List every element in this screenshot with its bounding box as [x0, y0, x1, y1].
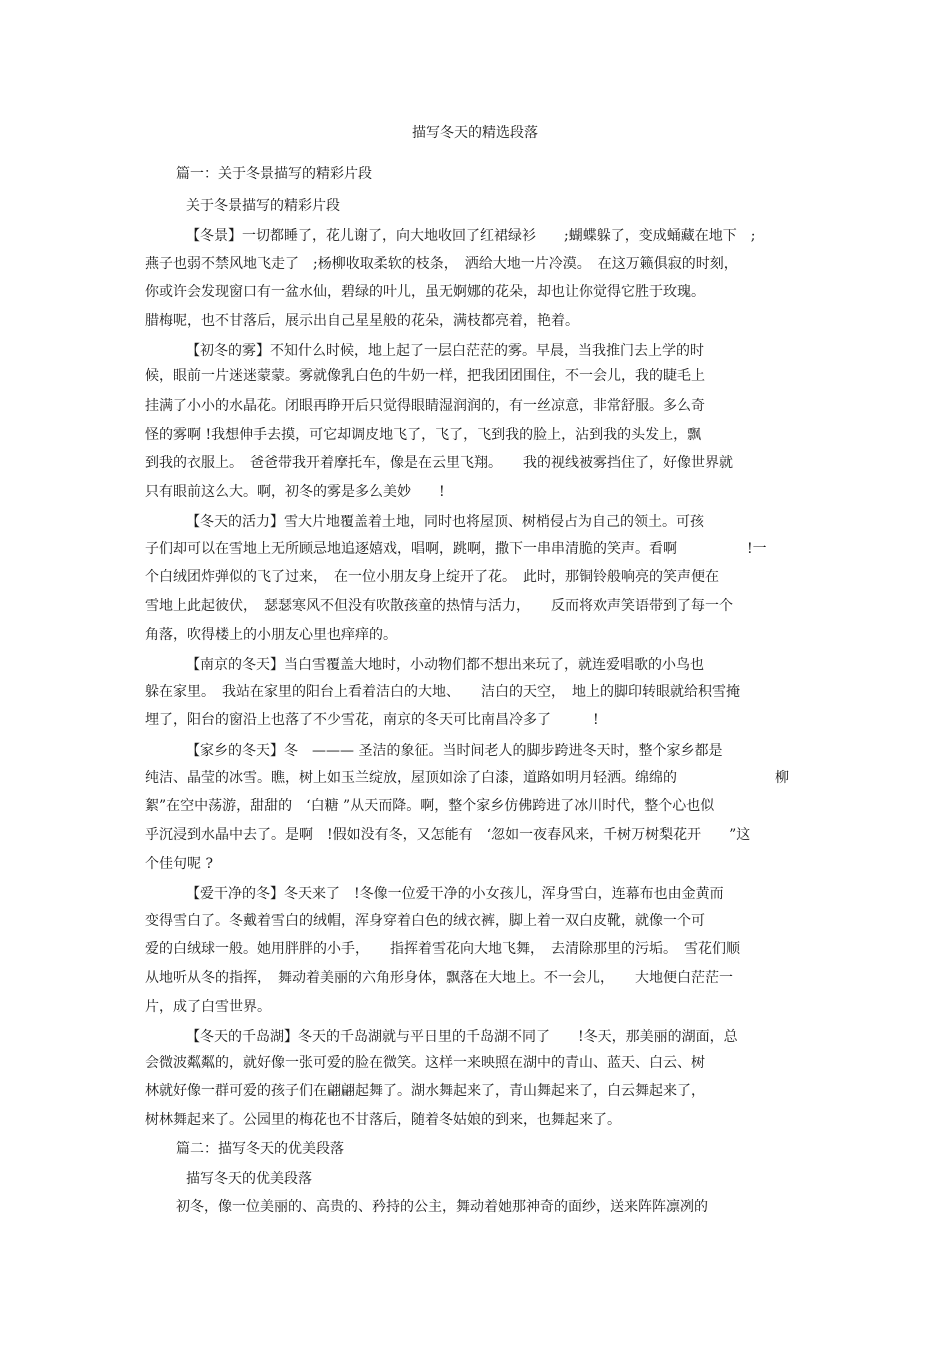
part1-subheading: 关于冬景描写的精彩片段: [186, 198, 340, 214]
paragraph-line: 树林舞起来了。公园里的梅花也不甘落后，随着冬姑娘的到来，也舞起来了。: [145, 1112, 621, 1128]
paragraph-line: 会微波粼粼的，就好像一张可爱的脸在微笑。这样一来映照在湖中的青山、蓝天、白云、树: [145, 1055, 705, 1071]
paragraph-line: 絮”在空中荡游，甜甜的 ‘白糖 ”从天而降。啊，整个家乡仿佛跨进了冰川时代，整个心也似: [145, 798, 715, 814]
paragraph-line: 变得雪白了。冬戴着雪白的绒帽，浑身穿着白色的绒衣裤，脚上着一双白皮靴，就像一个可: [145, 913, 705, 929]
paragraph-line: 爱的白绒球一般。她用胖胖的小手， 指挥着雪花向大地飞舞， 去清除那里的污垢。 雪花们顺: [145, 941, 740, 957]
paragraph-line: 【初冬的雾】不知什么时候，地上起了一层白茫茫的雾。早晨，当我推门去上学的时: [186, 343, 704, 359]
paragraph-line: 【冬景】一切都睡了，花儿谢了，向大地收回了红裙绿衫 ;蝴蝶躲了，变成蛹藏在地下 ;: [186, 228, 756, 244]
page-title: 描写冬天的精选段落: [412, 125, 538, 141]
paragraph-line: 雪地上此起彼伏， 瑟瑟寒风不但没有吹散孩童的热情与活力， 反而将欢声笑语带到了每一个: [145, 598, 733, 614]
paragraph-line: 子们却可以在雪地上无所顾忌地追逐嬉戏，唱啊，跳啊，撒下一串串清脆的笑声。看啊 !一: [145, 541, 767, 557]
paragraph-line: 怪的雾啊 !我想伸手去摸，可它却调皮地飞了，飞了，飞到我的脸上，沾到我的头发上，飘: [145, 427, 702, 443]
paragraph-line: 【南京的冬天】当白雪覆盖大地时，小动物们都不想出来玩了，就连爱唱歌的小鸟也: [186, 657, 704, 673]
paragraph-line: 【爱干净的冬】冬天来了 !冬像一位爱干净的小女孩儿，浑身雪白，连幕布也由金黄而: [186, 886, 724, 902]
paragraph-line: 从地听从冬的指挥， 舞动着美丽的六角形身体，飘落在大地上。不一会儿， 大地便白茫茫一: [145, 970, 733, 986]
paragraph-line: 只有眼前这么大。啊，初冬的雾是多么美妙 !: [145, 484, 445, 500]
part2-heading: 篇二：描写冬天的优美段落: [176, 1141, 344, 1157]
paragraph-line: 腊梅呢，也不甘落后，展示出自己星星般的花朵，满枝都亮着，艳着。: [145, 313, 579, 329]
paragraph-line: 【家乡的冬天】冬 ——— 圣洁的象征。当时间老人的脚步跨进冬天时，整个家乡都是: [186, 743, 723, 759]
paragraph-line: 燕子也弱不禁风地飞走了 ;杨柳收取柔软的枝条， 洒给大地一片冷漠。 在这万籁俱寂的时刻，: [145, 256, 738, 272]
part2-subheading: 描写冬天的优美段落: [186, 1171, 312, 1187]
part1-heading: 篇一：关于冬景描写的精彩片段: [176, 166, 372, 182]
paragraph-line: 角落，吹得楼上的小朋友心里也痒痒的。: [145, 627, 397, 643]
paragraph-line: 纯洁、晶莹的冰雪。瞧，树上如玉兰绽放，屋顶如涂了白漆，道路如明月轻洒。绵绵的 柳: [145, 770, 789, 786]
paragraph-line: 片，成了白雪世界。: [145, 999, 271, 1015]
paragraph-line: 个白绒团炸弹似的飞了过来， 在一位小朋友身上绽开了花。 此时，那铜铃般响亮的笑声便在: [145, 569, 719, 585]
paragraph-line: 埋了，阳台的窗沿上也落了不少雪花，南京的冬天可比南昌冷多了 !: [145, 712, 599, 728]
paragraph-line: 你或许会发现窗口有一盆水仙，碧绿的叶儿，虽无婀娜的花朵，却也让你觉得它胜于玫瑰。: [145, 284, 705, 300]
paragraph-line: 【冬天的千岛湖】冬天的千岛湖就与平日里的千岛湖不同了 !冬天，那美丽的湖面，总: [186, 1029, 738, 1045]
paragraph-line: 候，眼前一片迷迷蒙蒙。雾就像乳白色的牛奶一样，把我团团围住，不一会儿，我的睫毛上: [145, 368, 705, 384]
paragraph-line: 【冬天的活力】雪大片地覆盖着土地，同时也将屋顶、树梢侵占为自己的领土。可孩: [186, 514, 704, 530]
paragraph-line: 挂满了小小的水晶花。闭眼再睁开后只觉得眼睛湿润润的，有一丝凉意，非常舒服。多么奇: [145, 398, 705, 414]
paragraph-line: 个佳句呢 ?: [145, 856, 213, 872]
paragraph-line: 到我的衣服上。 爸爸带我开着摩托车，像是在云里飞翔。 我的视线被雾挡住了，好像世界就: [145, 455, 733, 471]
paragraph-line: 初冬，像一位美丽的、高贵的、矜持的公主，舞动着她那神奇的面纱，送来阵阵凛冽的: [176, 1199, 708, 1215]
paragraph-line: 乎沉浸到水晶中去了。是啊 !假如没有冬，又怎能有 ‘忽如一夜春风来，千树万树梨花开 ”这: [145, 827, 751, 843]
paragraph-line: 躲在家里。 我站在家里的阳台上看着洁白的大地、 洁白的天空， 地上的脚印转眼就给积雪掩: [145, 684, 740, 700]
paragraph-line: 林就好像一群可爱的孩子们在翩翩起舞了。湖水舞起来了，青山舞起来了，白云舞起来了，: [145, 1083, 705, 1099]
